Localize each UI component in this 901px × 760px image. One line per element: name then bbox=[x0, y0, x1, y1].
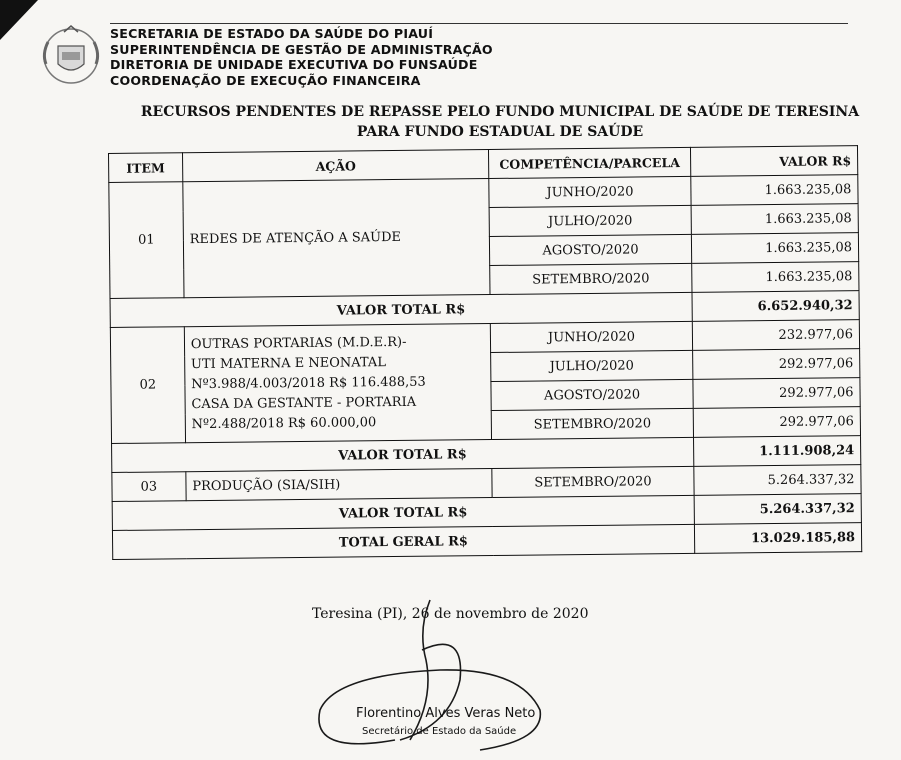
signer-role: Secretário de Estado da Saúde bbox=[362, 726, 517, 737]
valor-cell: 232.977,06 bbox=[692, 320, 860, 351]
header-item: ITEM bbox=[109, 153, 183, 183]
item-number: 01 bbox=[109, 182, 184, 299]
valor-cell: 1.663.235,08 bbox=[691, 233, 859, 264]
grand-total-label: TOTAL GERAL R$ bbox=[112, 524, 694, 559]
subtotal-label: VALOR TOTAL R$ bbox=[112, 495, 694, 530]
valor-cell: 1.663.235,08 bbox=[691, 262, 859, 293]
acao-cell: PRODUÇÃO (SIA/SIH) bbox=[186, 468, 493, 500]
header-acao: AÇÃO bbox=[182, 150, 489, 182]
acao-cell bbox=[184, 324, 492, 443]
title-line-1: RECURSOS PENDENTES DE REPASSE PELO FUNDO MUNICIPAL DE SAÚDE DE TERESINA bbox=[140, 104, 860, 120]
header-competencia: COMPETÊNCIA/PARCELA bbox=[489, 147, 690, 178]
subtotal-value: 1.111.908,24 bbox=[693, 436, 861, 467]
valor-cell: 292.977,06 bbox=[693, 407, 861, 438]
acao-line: Nº3.988/4.003/2018 R$ 116.488,53 bbox=[191, 374, 426, 392]
institution-header bbox=[110, 26, 493, 88]
valor-cell: 292.977,06 bbox=[692, 378, 860, 409]
valor-cell: 5.264.337,32 bbox=[693, 465, 861, 496]
grand-total-value: 13.029.185,88 bbox=[694, 523, 862, 554]
acao-line: Nº2.488/2018 R$ 60.000,00 bbox=[191, 414, 377, 432]
header-rule bbox=[110, 23, 848, 24]
title-line-2: PARA FUNDO ESTADUAL DE SAÚDE bbox=[356, 124, 644, 140]
header-line-3: DIRETORIA DE UNIDADE EXECUTIVA DO FUNSAÚDE bbox=[110, 57, 478, 72]
competencia-cell: JUNHO/2020 bbox=[489, 176, 690, 207]
acao-line: CASA DA GESTANTE - PORTARIA bbox=[191, 394, 417, 412]
header-line-2: SUPERINTENDÊNCIA DE GESTÃO DE ADMINISTRAÇÃO bbox=[110, 41, 493, 57]
pending-resources-table bbox=[108, 145, 862, 560]
competencia-cell: JUNHO/2020 bbox=[491, 321, 692, 352]
competencia-cell: AGOSTO/2020 bbox=[491, 379, 692, 410]
acao-line: OUTRAS PORTARIAS (M.D.E.R)- bbox=[190, 334, 407, 352]
subtotal-label: VALOR TOTAL R$ bbox=[110, 292, 692, 327]
acao-cell: REDES DE ATENÇÃO A SAÚDE bbox=[183, 179, 491, 298]
subtotal-value: 6.652.940,32 bbox=[692, 291, 860, 322]
competencia-cell: JULHO/2020 bbox=[490, 205, 691, 236]
header-valor: VALOR R$ bbox=[690, 146, 858, 177]
competencia-cell: SETEMBRO/2020 bbox=[492, 466, 693, 497]
valor-cell: 1.663.235,08 bbox=[691, 204, 859, 235]
subtotal-label: VALOR TOTAL R$ bbox=[112, 437, 694, 472]
valor-cell: 292.977,06 bbox=[692, 349, 860, 380]
competencia-cell: SETEMBRO/2020 bbox=[490, 263, 691, 294]
header-line-1: SECRETARIA DE ESTADO DA SAÚDE DO PIAUÍ bbox=[110, 26, 434, 41]
competencia-cell: JULHO/2020 bbox=[491, 350, 692, 381]
state-coat-of-arms-icon bbox=[38, 24, 104, 88]
page-corner-shadow bbox=[0, 0, 38, 40]
subtotal-value: 5.264.337,32 bbox=[694, 494, 862, 525]
acao-line: UTI MATERNA E NEONATAL bbox=[190, 354, 386, 372]
competencia-cell: SETEMBRO/2020 bbox=[492, 408, 693, 439]
signer-name: Florentino Alves Veras Neto bbox=[356, 706, 536, 721]
valor-cell: 1.663.235,08 bbox=[690, 175, 858, 206]
competencia-cell: AGOSTO/2020 bbox=[490, 234, 691, 265]
item-number: 03 bbox=[112, 472, 186, 502]
document-title bbox=[115, 102, 885, 142]
item-number: 02 bbox=[110, 327, 185, 444]
signature-date: Teresina (PI), 26 de novembro de 2020 bbox=[312, 606, 589, 622]
header-line-4: COORDENAÇÃO DE EXECUÇÃO FINANCEIRA bbox=[110, 72, 421, 88]
